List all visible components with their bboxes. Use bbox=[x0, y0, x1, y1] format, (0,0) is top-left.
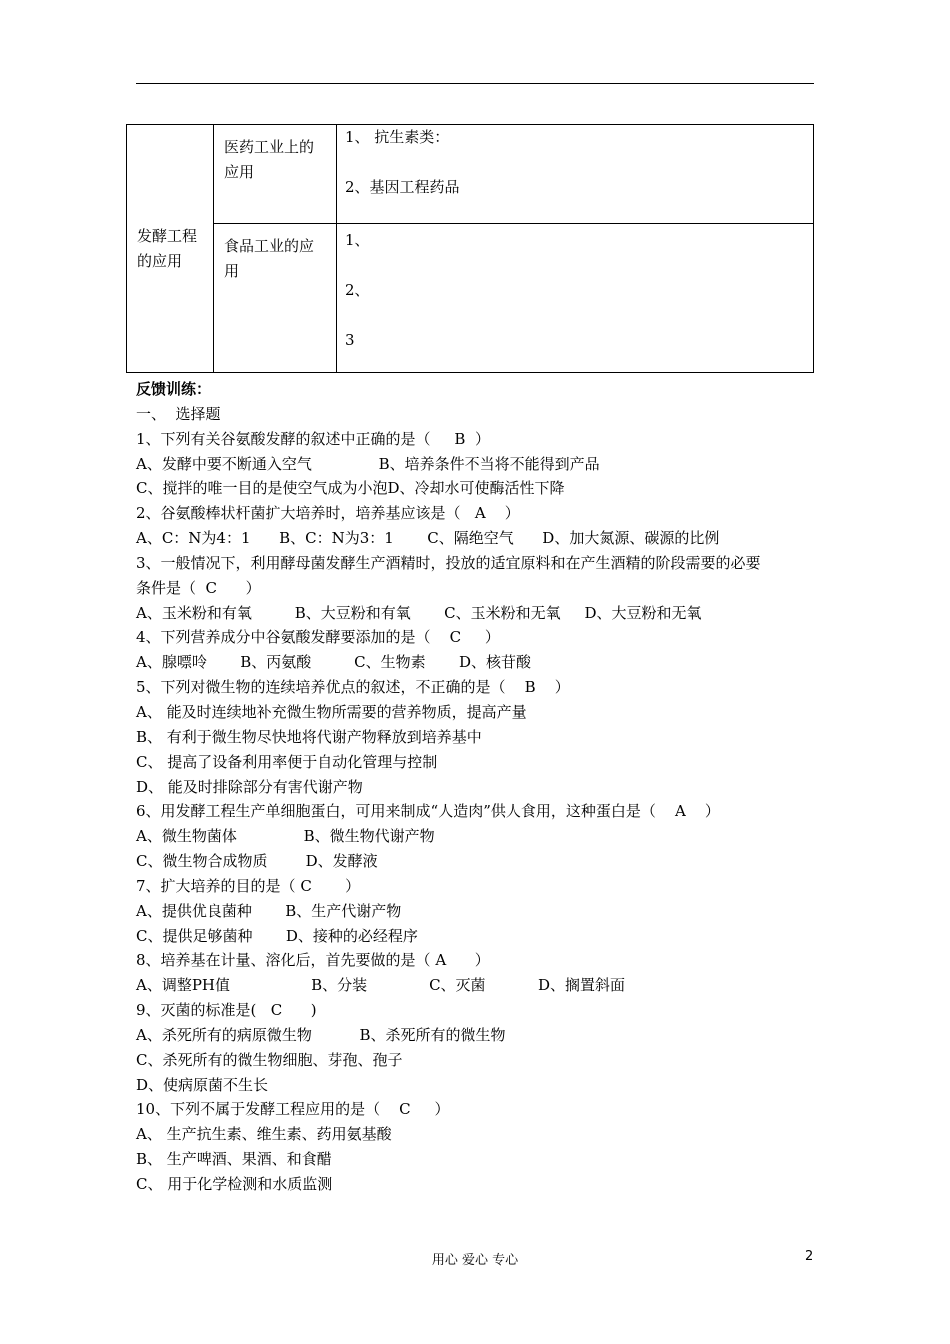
option-line: A、调整PH值 B、分装 C、灭菌 D、搁置斜面 bbox=[136, 976, 626, 995]
item-line bbox=[337, 150, 813, 175]
question-line: 8、培养基在计量、溶化后，首先要做的是（ A ） bbox=[136, 951, 490, 970]
question-line: 6、用发酵工程生产单细胞蛋白，可用来制成“人造肉”供人食用，这种蛋白是（ A ） bbox=[136, 802, 720, 821]
question-line: 5、下列对微生物的连续培养优点的叙述，不正确的是（ B ） bbox=[136, 678, 570, 697]
table-category-cell bbox=[127, 125, 214, 373]
option-line: C、微生物合成物质 D、发酵液 bbox=[136, 852, 378, 871]
option-line: C、搅拌的唯一目的是使空气成为小泡D、冷却水可使酶活性下降 bbox=[136, 479, 565, 498]
fermentation-application-table bbox=[126, 124, 814, 373]
table-subcategory-cell bbox=[214, 224, 337, 373]
item-line: 3 bbox=[345, 331, 355, 349]
question-line: 9、灭菌的标准是( C ) bbox=[136, 1001, 317, 1020]
option-line: A、 生产抗生素、维生素、药用氨基酸 bbox=[136, 1125, 392, 1144]
question-line: 7、扩大培养的目的是（ C ） bbox=[136, 876, 361, 895]
question-line: 10、下列不属于发酵工程应用的是（ C ） bbox=[136, 1100, 450, 1119]
option-line: D、使病原菌不生长 bbox=[136, 1075, 269, 1094]
item-line: 1、 bbox=[345, 231, 370, 249]
question-line: 3、一般情况下，利用酵母菌发酵生产酒精时，投放的适宜原料和在产生酒精的阶段需要的必要 bbox=[136, 553, 761, 572]
item-line: 2、基因工程药品 bbox=[345, 178, 460, 196]
table-items-cell bbox=[337, 125, 814, 224]
option-line: A、腺嘌呤 B、丙氨酸 C、生物素 D、核苷酸 bbox=[136, 653, 532, 672]
question-line: 4、下列营养成分中谷氨酸发酵要添加的是（ C ） bbox=[136, 628, 500, 647]
page-number: 2 bbox=[805, 1249, 814, 1264]
item-line bbox=[337, 253, 813, 278]
item-line bbox=[337, 303, 813, 328]
table-subcategory-cell bbox=[214, 125, 337, 224]
option-line: C、 用于化学检测和水质监测 bbox=[136, 1175, 333, 1193]
question-line: 2、谷氨酸棒状杆菌扩大培养时，培养基应该是（ A ） bbox=[136, 504, 520, 523]
item-line: 1、 抗生素类： bbox=[345, 128, 450, 146]
option-line: B、 生产啤酒、果酒、和食醋 bbox=[136, 1150, 332, 1169]
food-application-label: 食品工业的应 用 bbox=[224, 237, 315, 280]
option-line: A、 能及时连续地补充微生物所需要的营养物质，提高产量 bbox=[136, 702, 527, 721]
option-line: A、发酵中要不断通入空气 B、培养条件不当将不能得到产品 bbox=[136, 454, 600, 473]
option-line: A、玉米粉和有氧 B、大豆粉和有氧 C、玉米粉和无氧 D、大豆粉和无氧 bbox=[136, 603, 702, 622]
table-category-label: 发酵工程 的应用 bbox=[137, 226, 198, 270]
option-line: A、提供优良菌种 B、生产代谢产物 bbox=[136, 901, 402, 920]
question-line: 1、下列有关谷氨酸发酵的叙述中正确的是（ B ） bbox=[136, 429, 490, 448]
page-footer: 用心 爱心 专心 bbox=[431, 1253, 519, 1268]
option-line: D、 能及时排除部分有害代谢产物 bbox=[136, 777, 363, 796]
option-line: A、C：N为4：1 B、C：N为3：1 C、隔绝空气 D、加大氮源、碳源的比例 bbox=[136, 529, 720, 548]
option-line: B、 有利于微生物尽快地将代谢产物释放到培养基中 bbox=[136, 727, 482, 746]
section-heading: 反馈训练： bbox=[136, 380, 212, 398]
question-line: 条件是（ C ） bbox=[136, 578, 261, 597]
item-line: 2、 bbox=[345, 281, 370, 299]
exercise-section bbox=[136, 377, 826, 1197]
option-line: C、提供足够菌种 D、接种的必经程序 bbox=[136, 926, 418, 945]
option-line: A、杀死所有的病原微生物 B、杀死所有的微生物 bbox=[136, 1025, 506, 1044]
table-items-cell bbox=[337, 224, 814, 373]
option-line: C、杀死所有的微生物细胞、芽孢、孢子 bbox=[136, 1050, 403, 1069]
medicine-application-label: 医药工业上的 应用 bbox=[224, 138, 315, 181]
option-line: A、微生物菌体 B、微生物代谢产物 bbox=[136, 827, 435, 846]
table-row bbox=[127, 125, 814, 224]
table-row bbox=[127, 224, 814, 373]
header-rule bbox=[136, 83, 814, 84]
subsection-heading: 一、 选择题 bbox=[136, 404, 221, 423]
option-line: C、 提高了设备利用率便于自动化管理与控制 bbox=[136, 752, 438, 771]
